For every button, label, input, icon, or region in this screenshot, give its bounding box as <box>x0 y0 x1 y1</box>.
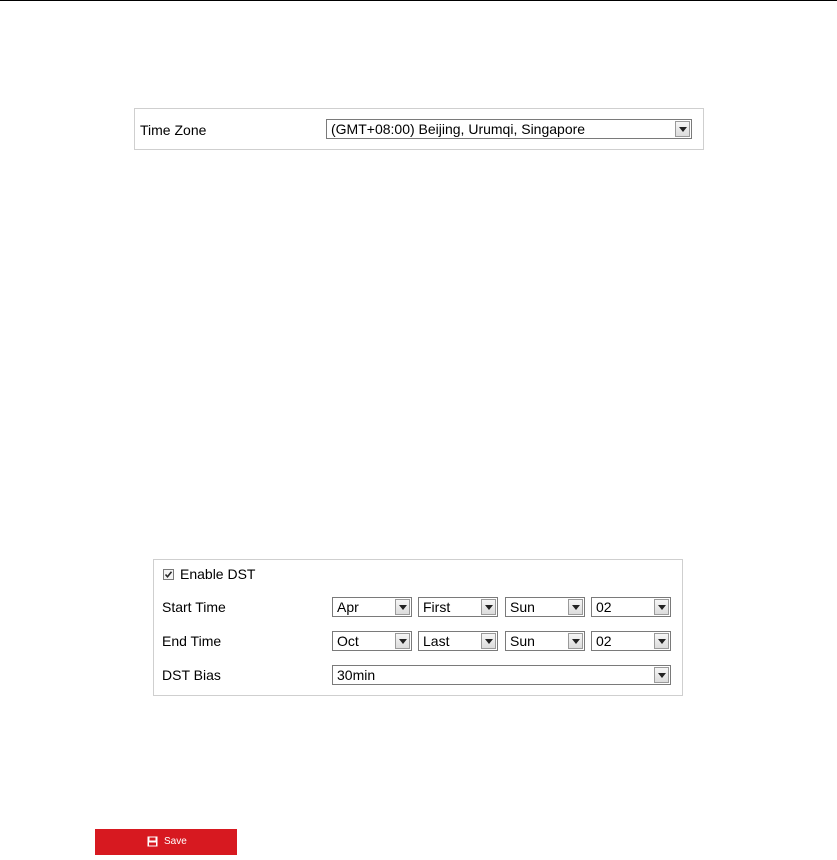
start-month-select[interactable] <box>332 597 412 617</box>
time-zone-panel <box>134 108 704 150</box>
time-zone-value: (GMT+08:00) Beijing, Urumqi, Singapore <box>331 121 586 137</box>
start-day-value: Sun <box>510 599 535 615</box>
check-icon <box>164 570 173 579</box>
end-week-value: Last <box>423 633 450 649</box>
start-hour-select[interactable] <box>591 597 671 617</box>
chevron-down-icon[interactable] <box>395 599 410 615</box>
end-week-select[interactable] <box>418 631 498 651</box>
chevron-down-icon[interactable] <box>654 667 669 683</box>
start-week-value: First <box>423 599 451 615</box>
chevron-down-icon[interactable] <box>568 633 583 649</box>
end-day-select[interactable] <box>505 631 585 651</box>
chevron-down-icon[interactable] <box>481 633 496 649</box>
time-zone-select[interactable] <box>326 119 692 139</box>
end-day-value: Sun <box>510 633 535 649</box>
start-hour-value: 02 <box>596 599 612 615</box>
chevron-down-icon[interactable] <box>481 599 496 615</box>
end-hour-select[interactable] <box>591 631 671 651</box>
floppy-disk-icon <box>147 836 158 847</box>
end-month-select[interactable] <box>332 631 412 651</box>
start-week-select[interactable] <box>418 597 498 617</box>
end-time-label: End Time <box>162 633 222 649</box>
save-button[interactable] <box>95 829 237 855</box>
end-hour-value: 02 <box>596 633 612 649</box>
dst-bias-label: DST Bias <box>162 667 221 683</box>
dst-bias-select[interactable] <box>332 665 671 685</box>
enable-dst-label: Enable DST <box>180 566 256 582</box>
chevron-down-icon[interactable] <box>654 633 669 649</box>
chevron-down-icon[interactable] <box>395 633 410 649</box>
chevron-down-icon[interactable] <box>654 599 669 615</box>
time-zone-label: Time Zone <box>140 122 207 138</box>
end-month-value: Oct <box>337 633 359 649</box>
start-day-select[interactable] <box>505 597 585 617</box>
save-button-label: Save <box>164 836 187 847</box>
enable-dst-checkbox[interactable] <box>163 569 174 580</box>
dst-bias-value: 30min <box>337 667 376 683</box>
start-time-label: Start Time <box>162 599 226 615</box>
top-divider <box>0 0 837 1</box>
chevron-down-icon[interactable] <box>675 121 690 137</box>
dst-panel <box>153 559 683 696</box>
start-month-value: Apr <box>337 599 359 615</box>
chevron-down-icon[interactable] <box>568 599 583 615</box>
